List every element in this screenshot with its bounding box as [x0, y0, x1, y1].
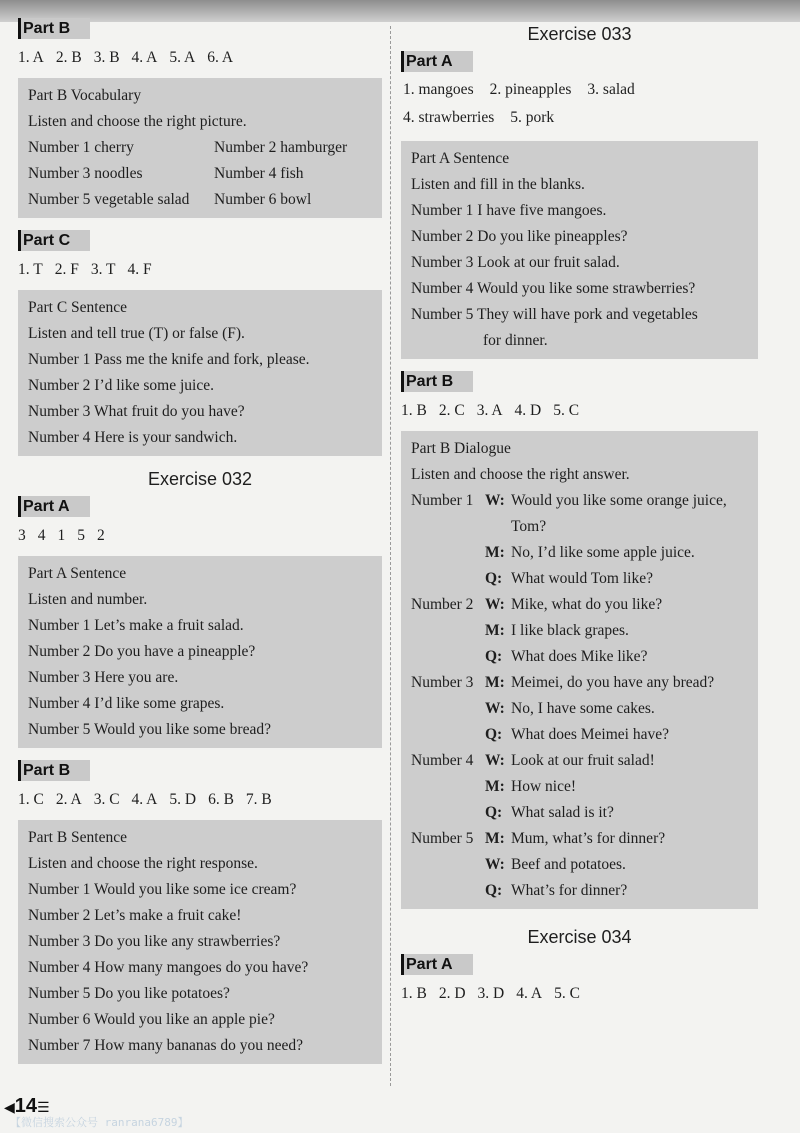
dialogue-text: Would you like some orange juice, — [511, 492, 727, 509]
dialogue-list — [411, 488, 750, 904]
column-divider — [390, 26, 391, 1086]
vocabulary-item: Number 4 fish — [214, 165, 304, 182]
dialogue-number — [411, 618, 485, 644]
answer-item: 1. C — [18, 791, 44, 808]
sentence-line: Number 4 How many mangoes do you have? — [28, 959, 309, 976]
answer-item: 3 — [18, 527, 26, 544]
vocabulary-grid — [28, 135, 374, 213]
dialogue-line — [411, 644, 750, 670]
speaker-label: M: — [485, 544, 505, 561]
sentence-line: Number 2 Do you have a pineapple? — [28, 643, 256, 660]
dialogue-line — [411, 488, 750, 514]
ex033-part-b-answers — [401, 400, 758, 422]
box-title: Part B Sentence — [28, 829, 128, 846]
answer-item: 3. T — [90, 261, 116, 278]
dialogue-line — [411, 566, 750, 592]
dialogue-number — [411, 566, 485, 592]
dialogue-text: What’s for dinner? — [511, 882, 628, 899]
dialogue-text: What does Meimei have? — [511, 726, 669, 743]
speaker-label: W: — [485, 700, 505, 717]
box-title: Part A Sentence — [28, 565, 127, 582]
ex032-part-b-tag: Part B — [18, 760, 90, 781]
speaker-label: Q: — [485, 570, 503, 587]
answer-item: 1 — [57, 527, 66, 544]
ex033-part-b-dialogue-box — [401, 431, 758, 909]
part-b-tag: Part B — [18, 18, 90, 39]
answer-item: 4. strawberries — [403, 109, 495, 126]
dialogue-number: Number 4 — [411, 752, 474, 769]
dialogue-line — [411, 878, 750, 904]
sentence-line: Number 4 Would you like some strawberries? — [411, 280, 696, 297]
sentence-line: Number 6 Would you like an apple pie? — [28, 1011, 275, 1028]
answer-item: 3. D — [477, 985, 505, 1002]
answer-item: 2. B — [55, 49, 82, 66]
part-b-vocabulary-box — [18, 78, 382, 218]
speaker-label: W: — [485, 856, 505, 873]
dialogue-line — [411, 696, 750, 722]
answer-item: 2. C — [438, 402, 465, 419]
answer-item: 2 — [97, 527, 105, 544]
speaker-label: M: — [485, 830, 505, 847]
dialogue-text: What salad is it? — [511, 804, 614, 821]
dialogue-text: What does Mike like? — [511, 648, 648, 665]
box-instruction: Listen and tell true (T) or false (F). — [28, 325, 245, 342]
dialogue-number — [411, 852, 485, 878]
answer-item: 5 — [77, 527, 85, 544]
answer-item: 1. mangoes — [403, 81, 474, 98]
dialogue-number: Number 3 — [411, 674, 474, 691]
page-number: ◀14☰ — [4, 1095, 50, 1117]
speaker-label: Q: — [485, 726, 503, 743]
sentence-line: Number 3 Here you are. — [28, 669, 179, 686]
sentence-lines — [28, 613, 374, 743]
box-instruction: Listen and choose the right picture. — [28, 113, 247, 130]
dialogue-line — [411, 826, 750, 852]
answer-item: 5. D — [169, 791, 197, 808]
sentence-line: Number 7 How many bananas do you need? — [28, 1037, 304, 1054]
box-instruction: Listen and fill in the blanks. — [411, 176, 585, 193]
dialogue-number — [411, 774, 485, 800]
vocabulary-item: Number 1 cherry — [28, 139, 134, 156]
answer-item: 1. T — [18, 261, 43, 278]
dialogue-number: Number 1 — [411, 492, 474, 509]
vocabulary-item: Number 2 hamburger — [214, 139, 348, 156]
speaker-label: W: — [485, 596, 505, 613]
speaker-label — [485, 514, 511, 540]
part-b-answers — [18, 47, 382, 69]
exercise-034-title: Exercise 034 — [527, 927, 632, 947]
answer-item: 5. pork — [510, 109, 555, 126]
box-instruction: Listen and choose the right answer. — [411, 466, 630, 483]
answer-item: 2. D — [438, 985, 466, 1002]
answer-item: 1. A — [18, 49, 44, 66]
sentence-line: Number 2 Let’s make a fruit cake! — [28, 907, 242, 924]
dialogue-text: Meimei, do you have any bread? — [511, 674, 715, 691]
ex032-part-b-answers — [18, 789, 382, 811]
part-c-sentence-box — [18, 290, 382, 456]
answer-item: 3. C — [93, 791, 120, 808]
sentence-line: Number 1 Pass me the knife and fork, please. — [28, 351, 310, 368]
ex034-part-a-answers — [401, 983, 758, 1005]
sentence-lines — [28, 347, 374, 451]
dialogue-line — [411, 800, 750, 826]
answer-item: 6. A — [207, 49, 234, 66]
ex033-part-b-tag: Part B — [401, 371, 473, 392]
dialogue-number: Number 5 — [411, 830, 474, 847]
answer-item: 2. F — [54, 261, 79, 278]
right-column — [401, 22, 758, 1005]
sentence-line: Number 1 Let’s make a fruit salad. — [28, 617, 244, 634]
sentence-continuation: for dinner. — [483, 332, 548, 349]
answers-row-1 — [403, 76, 758, 104]
vocabulary-item: Number 6 bowl — [214, 191, 312, 208]
sentence-line: Number 2 I’d like some juice. — [28, 377, 214, 394]
ex033-part-a-tag: Part A — [401, 51, 473, 72]
sentence-line: Number 1 I have five mangoes. — [411, 202, 607, 219]
answer-item: 4. F — [127, 261, 152, 278]
ex032-part-a-answers — [18, 525, 382, 547]
answer-item: 5. C — [554, 985, 580, 1002]
speaker-label: M: — [485, 778, 505, 795]
sentence-line: Number 3 Look at our fruit salad. — [411, 254, 620, 271]
page-arrow-icon: ◀ — [4, 1099, 15, 1115]
sentence-line: Number 1 Would you like some ice cream? — [28, 881, 297, 898]
dialogue-text: No, I have some cakes. — [511, 700, 655, 717]
sentence-line: Number 5 Would you like some bread? — [28, 721, 271, 738]
speaker-label: M: — [485, 674, 505, 691]
speaker-label: W: — [485, 492, 505, 509]
dialogue-line — [411, 670, 750, 696]
dialogue-number — [411, 722, 485, 748]
speaker-label: Q: — [485, 804, 503, 821]
dialogue-text: I like black grapes. — [511, 622, 629, 639]
sentence-line: Number 5 They will have pork and vegetables — [411, 306, 698, 323]
ex034-part-a-tag: Part A — [401, 954, 473, 975]
answer-item: 4 — [37, 527, 46, 544]
dialogue-text: What would Tom like? — [511, 570, 653, 587]
dialogue-text: Tom? — [511, 518, 547, 535]
answer-item: 4. A — [131, 791, 158, 808]
ex032-part-b-sentence-box — [18, 820, 382, 1064]
speaker-label: W: — [485, 752, 505, 769]
answer-item: 3. B — [93, 49, 120, 66]
box-title: Part C Sentence — [28, 299, 128, 316]
answer-item: 4. A — [516, 985, 543, 1002]
dialogue-line — [411, 748, 750, 774]
dialogue-text: Mum, what’s for dinner? — [511, 830, 666, 847]
vocabulary-item: Number 5 vegetable salad — [28, 191, 190, 208]
dialogue-text: Look at our fruit salad! — [511, 752, 655, 769]
box-title: Part A Sentence — [411, 150, 510, 167]
dialogue-text: No, I’d like some apple juice. — [511, 544, 695, 561]
answer-item: 3. A — [476, 402, 503, 419]
sentence-line: Number 3 What fruit do you have? — [28, 403, 245, 420]
speaker-label: Q: — [485, 648, 503, 665]
sentence-lines — [28, 877, 374, 1059]
answer-item: 5. A — [169, 49, 196, 66]
sentence-line: Number 4 I’d like some grapes. — [28, 695, 225, 712]
answers-row-2 — [403, 104, 758, 132]
answer-item: 2. pineapples — [489, 81, 572, 98]
answer-item: 2. A — [55, 791, 82, 808]
sentence-line: Number 2 Do you like pineapples? — [411, 228, 628, 245]
sentence-line: Number 4 Here is your sandwich. — [28, 429, 238, 446]
dialogue-number — [411, 800, 485, 826]
answer-item: 6. B — [208, 791, 234, 808]
watermark: 【微信搜索公众号 ranrana6789】 — [10, 1116, 189, 1129]
left-column — [18, 18, 382, 1064]
sentence-line: Number 5 Do you like potatoes? — [28, 985, 230, 1002]
speaker-label: M: — [485, 622, 505, 639]
answer-item: 7. B — [245, 791, 272, 808]
dialogue-line — [411, 774, 750, 800]
speaker-lines-icon: ☰ — [37, 1099, 50, 1115]
exercise-033-title: Exercise 033 — [527, 24, 632, 44]
dialogue-text: Beef and potatoes. — [511, 856, 626, 873]
answer-item: 4. A — [131, 49, 158, 66]
speaker-label: Q: — [485, 882, 503, 899]
dialogue-line — [411, 540, 750, 566]
part-c-answers — [18, 259, 382, 281]
ex033-part-a-sentence-box — [401, 141, 758, 359]
dialogue-line — [411, 722, 750, 748]
answer-item: 3. salad — [587, 81, 635, 98]
dialogue-line — [411, 852, 750, 878]
box-instruction: Listen and choose the right response. — [28, 855, 258, 872]
answer-item: 4. D — [514, 402, 542, 419]
box-title: Part B Vocabulary — [28, 87, 142, 104]
dialogue-number — [411, 540, 485, 566]
exercise-032-title: Exercise 032 — [147, 469, 253, 489]
dialogue-line — [411, 514, 750, 540]
sentence-line: Number 3 Do you like any strawberries? — [28, 933, 281, 950]
box-title: Part B Dialogue — [411, 440, 511, 457]
answer-item: 1. B — [401, 402, 427, 419]
dialogue-text: How nice! — [511, 778, 576, 795]
vocabulary-item: Number 3 noodles — [28, 165, 143, 182]
ex032-part-a-sentence-box — [18, 556, 382, 748]
dialogue-number — [411, 644, 485, 670]
dialogue-number — [411, 514, 485, 540]
dialogue-number — [411, 878, 485, 904]
ex032-part-a-tag: Part A — [18, 496, 90, 517]
part-c-tag: Part C — [18, 230, 90, 251]
ex033-part-a-answers — [403, 76, 758, 132]
answer-item: 5. C — [553, 402, 580, 419]
dialogue-number — [411, 696, 485, 722]
box-instruction: Listen and number. — [28, 591, 148, 608]
answer-item: 1. B — [401, 985, 427, 1002]
dialogue-number: Number 2 — [411, 596, 474, 613]
dialogue-line — [411, 618, 750, 644]
dialogue-text: Mike, what do you like? — [511, 596, 663, 613]
sentence-lines — [411, 198, 750, 328]
dialogue-line — [411, 592, 750, 618]
